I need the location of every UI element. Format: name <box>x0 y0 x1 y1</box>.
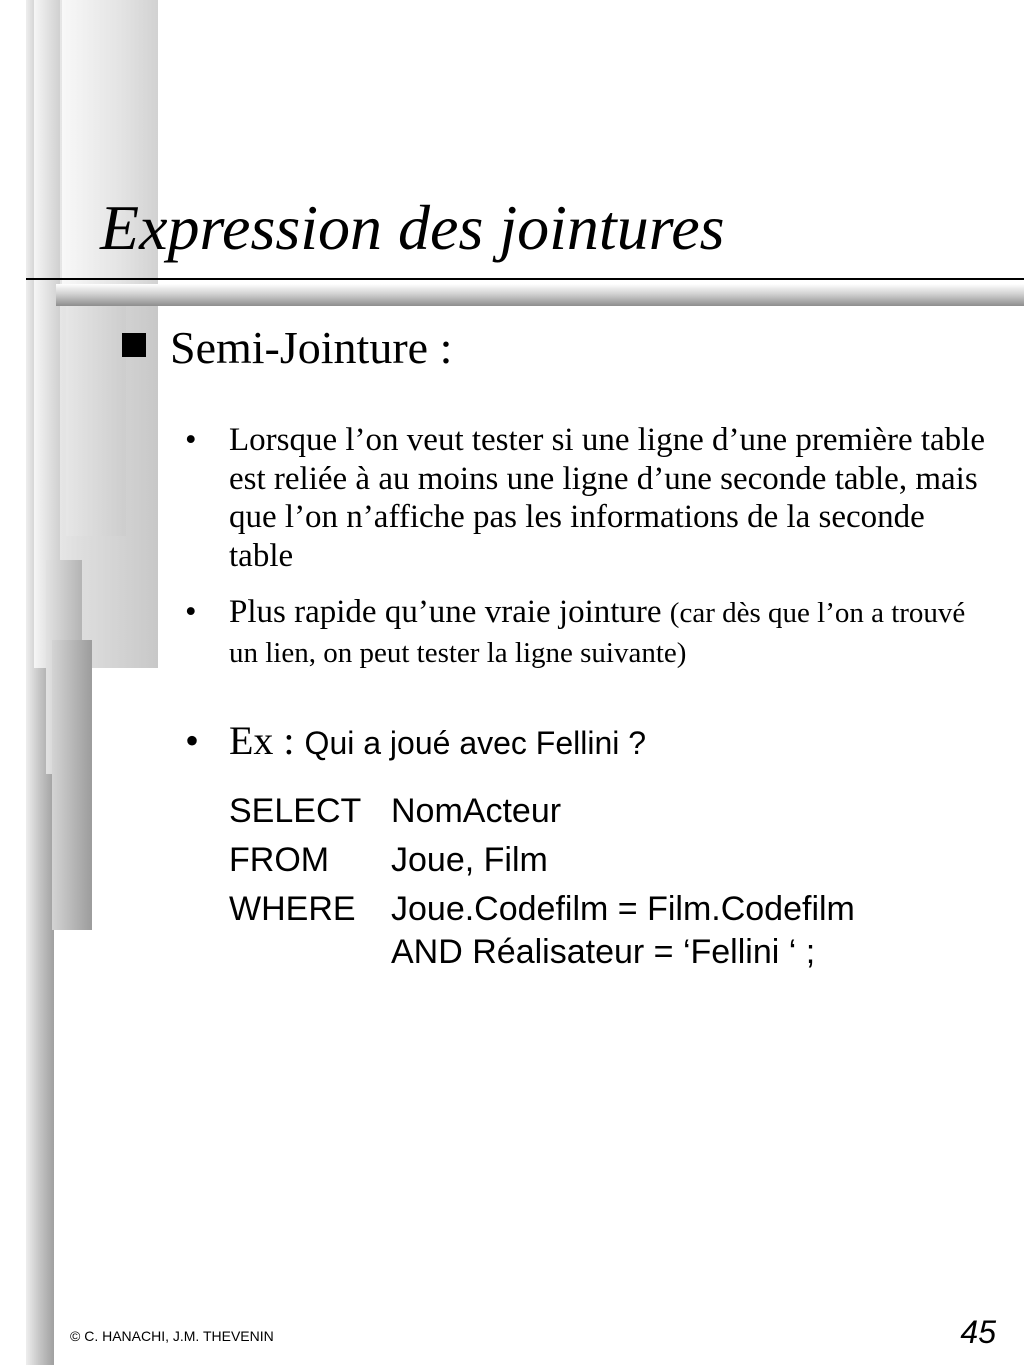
sql-keyword: WHERE <box>229 890 356 928</box>
sql-keyword: FROM <box>229 841 330 879</box>
sql-value: Joue, Film <box>391 841 548 879</box>
bullet-dot-icon: • <box>185 422 197 458</box>
title-rule <box>26 278 1024 280</box>
title-underline-bar <box>56 284 1024 306</box>
square-bullet-icon <box>122 333 146 357</box>
decor-bar <box>66 300 126 536</box>
sql-value: AND Réalisateur = ‘Fellini ‘ ; <box>391 933 816 971</box>
bullet-dot-icon: • <box>185 718 200 763</box>
section-heading-text: Semi-Jointure : <box>170 322 453 373</box>
sql-keyword: SELECT <box>229 792 362 830</box>
bullet-item <box>185 716 985 768</box>
page-number: 45 <box>960 1314 996 1350</box>
bullet-text-wrap <box>229 593 985 672</box>
bullet-note: (car dès que l’on a trouvé un lien, on peut tester la ligne suivante) <box>229 597 966 669</box>
bullet-dot-icon: • <box>185 594 197 630</box>
sql-value: NomActeur <box>391 792 562 830</box>
slide-title: Expression des jointures <box>100 192 725 263</box>
example-question: Qui a joué avec Fellini ? <box>304 725 647 761</box>
bullet-text: Lorsque l’on veut tester si une ligne d’une première table est reliée à au moins une ligne d’une seconde table, mais que l’on n’affiche pas les informations de la seconde table <box>229 422 985 574</box>
example-prefix: Ex : <box>229 718 305 763</box>
footer-copyright: © C. HANACHI, J.M. THEVENIN <box>70 1328 274 1344</box>
bullet-item <box>185 593 985 672</box>
decor-bar <box>52 640 92 930</box>
section-heading <box>122 318 452 378</box>
bullet-item <box>185 421 985 575</box>
sql-value: Joue.Codefilm = Film.Codefilm <box>391 890 855 928</box>
bullet-text-wrap <box>229 716 985 768</box>
bullet-text: Plus rapide qu’une vraie jointure <box>229 594 662 630</box>
